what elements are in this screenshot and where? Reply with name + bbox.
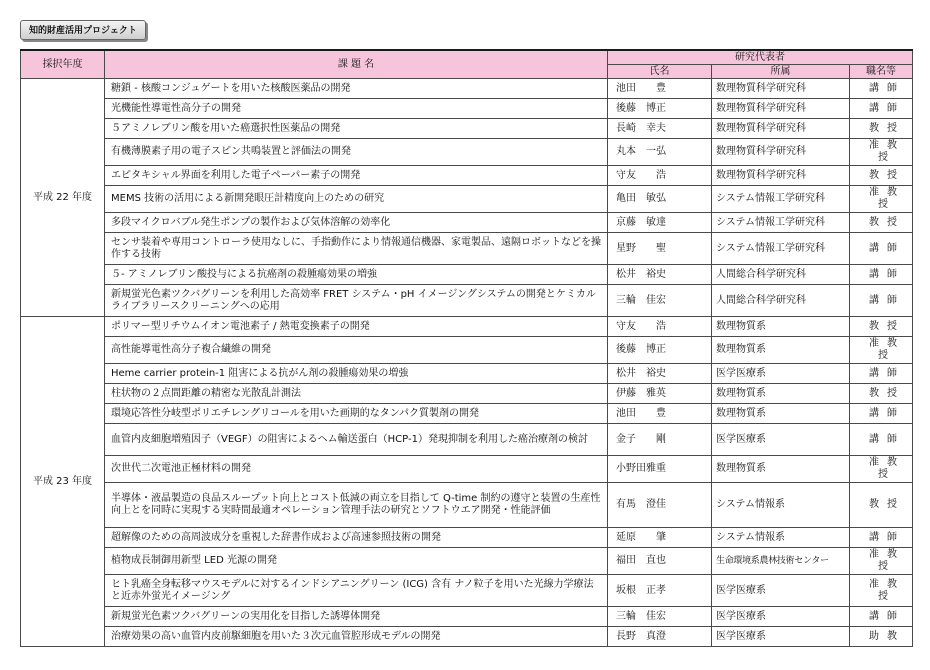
affiliation-cell: 数理物質科学研究科 [712,99,850,119]
table-row [21,285,913,317]
table-row [21,213,913,233]
affiliation-cell: 人間総合科学研究科 [712,285,850,317]
name-cell: 金子 剛 [608,424,712,456]
name-cell: 守友 浩 [608,317,712,337]
rank-cell: 教授 [850,384,913,404]
table-body [21,79,913,647]
rank-cell: 講師 [850,233,913,265]
title-cell: 超解像のための高周波成分を重視した辞書作成および高速参照技術の開発 [105,528,608,548]
table-row [21,548,913,575]
name-cell: 長野 真澄 [608,627,712,647]
affiliation-cell: システム情報工学研究科 [712,186,850,213]
title-cell: 環境応答性分岐型ポリエチレングリコールを用いた画期的なタンパク質製剤の開発 [105,404,608,424]
rank-cell: 准教授 [850,337,913,364]
table-row [21,99,913,119]
year-cell: 平成 23 年度 [21,317,105,647]
name-cell: 有馬 澄佳 [608,483,712,528]
name-cell: 松井 裕史 [608,265,712,285]
affiliation-cell: 数理物質系 [712,456,850,483]
title-cell: 高性能導電性高分子複合繊維の開発 [105,337,608,364]
affiliation-cell: システム情報系 [712,528,850,548]
name-cell: 伊藤 雅英 [608,384,712,404]
name-cell: 後藤 博正 [608,99,712,119]
name-cell: 松井 裕史 [608,364,712,384]
year-cell: 平成 22 年度 [21,79,105,317]
title-cell: 多段マイクロバブル発生ポンプの製作および気体溶解の効率化 [105,213,608,233]
title-cell: センサ装着や専用コントローラ使用なしに、手指動作により情報通信機器、家電製品、遠隔ロボットなどを操作する技術 [105,233,608,265]
name-cell: 池田 豊 [608,404,712,424]
rank-cell: 講師 [850,424,913,456]
title-cell: 治療効果の高い血管内皮前駆細胞を用いた３次元血管腔形成モデルの開発 [105,627,608,647]
rank-cell: 講師 [850,607,913,627]
affiliation-cell: 数理物質系 [712,404,850,424]
name-cell: 延原 肇 [608,528,712,548]
table-row [21,384,913,404]
affiliation-cell: 医学医療系 [712,607,850,627]
affiliation-cell: 医学医療系 [712,627,850,647]
affiliation-cell: 数理物質科学研究科 [712,119,850,139]
name-cell: 守友 浩 [608,166,712,186]
name-cell: 三輪 佳宏 [608,607,712,627]
affiliation-cell: 数理物質系 [712,317,850,337]
header-name: 氏名 [608,65,712,79]
title-cell: 糖鎖 - 核酸コンジュゲートを用いた核酸医薬品の開発 [105,79,608,99]
rank-cell: 講師 [850,528,913,548]
name-cell: 亀田 敏弘 [608,186,712,213]
header-year: 採択年度 [21,50,105,79]
table-row [21,528,913,548]
header-rank: 職名等 [850,65,913,79]
title-cell: ヒト乳癌全身転移マウスモデルに対するインドシアニングリーン (ICG) 含有 ナノ粒子を用いた光線力学療法と近赤外蛍光イメージング [105,575,608,607]
rank-cell: 講師 [850,99,913,119]
table-row [21,166,913,186]
rank-cell: 教授 [850,119,913,139]
title-cell: 有機薄膜素子用の電子スピン共鳴装置と評価法の開発 [105,139,608,166]
affiliation-cell: システム情報系 [712,483,850,528]
title-cell: 植物成長制御用新型 LED 光源の開発 [105,548,608,575]
title-cell: 次世代二次電池正極材料の開発 [105,456,608,483]
rank-cell: 教授 [850,317,913,337]
title-cell: 半導体・液晶製造の良品スループット向上とコスト低減の両立を目指して Q-time 制約の遵守と装置の生産性向上とを同時に実現する実時間最適オペレーション管理手法の研究とソフトウエア開発・性能評価 [105,483,608,528]
title-cell: 柱状物の２点間距離の精密な光散乱計測法 [105,384,608,404]
title-cell: 新規蛍光色素ツクバグリーンを利用した高効率 FRET システム・pH イメージングシステムの開発とケミカルライブラリースクリーニングへの応用 [105,285,608,317]
affiliation-cell: システム情報工学研究科 [712,233,850,265]
title-cell: ポリマー型リチウムイオン電池素子 / 熱電変換素子の開発 [105,317,608,337]
affiliation-cell: 数理物質科学研究科 [712,166,850,186]
project-table [20,49,913,647]
table-row [21,404,913,424]
rank-cell: 講師 [850,364,913,384]
table-row [21,575,913,607]
rank-cell: 准教授 [850,575,913,607]
name-cell: 星野 聖 [608,233,712,265]
title-cell: 新規蛍光色素ツクバグリーンの実用化を目指した誘導体開発 [105,607,608,627]
rank-cell: 准教授 [850,186,913,213]
title-cell: MEMS 技術の活用による新開発眼圧計精度向上のための研究 [105,186,608,213]
name-cell: 池田 豊 [608,79,712,99]
name-cell: 京藤 敏達 [608,213,712,233]
header-representative: 研究代表者 [608,50,913,65]
name-cell: 後藤 博正 [608,337,712,364]
section-tag: 知的財産活用プロジェクト [20,20,146,40]
rank-cell: 准教授 [850,456,913,483]
title-cell: Heme carrier protein-1 阻害による抗がん剤の殺腫瘍効果の増強 [105,364,608,384]
rank-cell: 教授 [850,166,913,186]
affiliation-cell: 医学医療系 [712,424,850,456]
affiliation-cell: 医学医療系 [712,364,850,384]
rank-cell: 講師 [850,265,913,285]
rank-cell: 教授 [850,483,913,528]
table-row [21,424,913,456]
rank-cell: 准教授 [850,139,913,166]
rank-cell: 准教授 [850,548,913,575]
header-title: 課 題 名 [105,50,608,79]
table-row [21,456,913,483]
rank-cell: 講師 [850,404,913,424]
affiliation-cell: 数理物質科学研究科 [712,139,850,166]
rank-cell: 講師 [850,285,913,317]
affiliation-cell: 数理物質系 [712,337,850,364]
affiliation-cell: 生命環境系農林技術センター [712,548,850,575]
title-cell: 光機能性導電性高分子の開発 [105,99,608,119]
name-cell: 福田 直也 [608,548,712,575]
name-cell: 長崎 幸夫 [608,119,712,139]
title-cell: ５- アミノレブリン酸投与による抗癌剤の殺腫瘍効果の増強 [105,265,608,285]
affiliation-cell: 人間総合科学研究科 [712,265,850,285]
affiliation-cell: 数理物質系 [712,384,850,404]
table-row [21,265,913,285]
name-cell: 三輪 佳宏 [608,285,712,317]
table-row [21,186,913,213]
table-row [21,627,913,647]
title-cell: ５アミノレブリン酸を用いた癌選択性医薬品の開発 [105,119,608,139]
name-cell: 坂根 正孝 [608,575,712,607]
header-affiliation: 所属 [712,65,850,79]
table-row [21,483,913,528]
affiliation-cell: 医学医療系 [712,575,850,607]
table-row [21,139,913,166]
table-row [21,607,913,627]
name-cell: 丸本 一弘 [608,139,712,166]
rank-cell: 助教 [850,627,913,647]
title-cell: 血管内皮細胞増殖因子（VEGF）の阻害によるヘム輸送蛋白（HCP-1）発現抑制を利用した癌治療剤の検討 [105,424,608,456]
rank-cell: 講師 [850,79,913,99]
table-row [21,337,913,364]
table-row [21,364,913,384]
table-row [21,79,913,99]
table-row [21,233,913,265]
affiliation-cell: システム情報工学研究科 [712,213,850,233]
affiliation-cell: 数理物質科学研究科 [712,79,850,99]
table-row [21,317,913,337]
title-cell: エピタキシャル界面を利用した電子ペーパー素子の開発 [105,166,608,186]
name-cell: 小野田雅重 [608,456,712,483]
table-row [21,119,913,139]
rank-cell: 教授 [850,213,913,233]
